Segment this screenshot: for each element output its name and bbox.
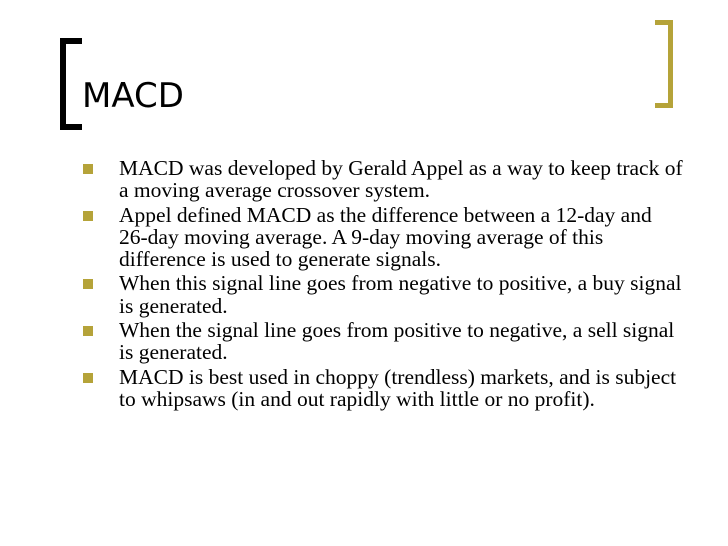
square-bullet-icon [83,211,93,221]
square-bullet-icon [83,326,93,336]
bullet-item [83,272,683,317]
square-bullet-icon [83,279,93,289]
bullet-text: MACD is best used in choppy (trendless) markets, and is subject to whipsaws (in and out rapidly with little or no profit). [119,364,677,411]
bullet-list [83,157,683,412]
bullet-text: MACD was developed by Gerald Appel as a way to keep track of a moving average crossover system. [119,156,683,203]
bullet-text: When the signal line goes from positive to negative, a sell signal is generated. [119,318,675,365]
bullet-text: Appel defined MACD as the difference between a 12-day and 26-day moving average. A 9-day moving average of this difference is used to generate signals. [119,202,652,272]
bullet-item [83,319,683,364]
left-bracket-decoration [60,38,82,130]
bullet-text: When this signal line goes from negative to positive, a buy signal is generated. [119,271,682,318]
slide-title: MACD [82,76,184,116]
square-bullet-icon [83,164,93,174]
bullet-item [83,157,683,202]
right-bracket-decoration [655,20,673,108]
bullet-item [83,366,683,411]
square-bullet-icon [83,373,93,383]
bullet-item [83,204,683,271]
